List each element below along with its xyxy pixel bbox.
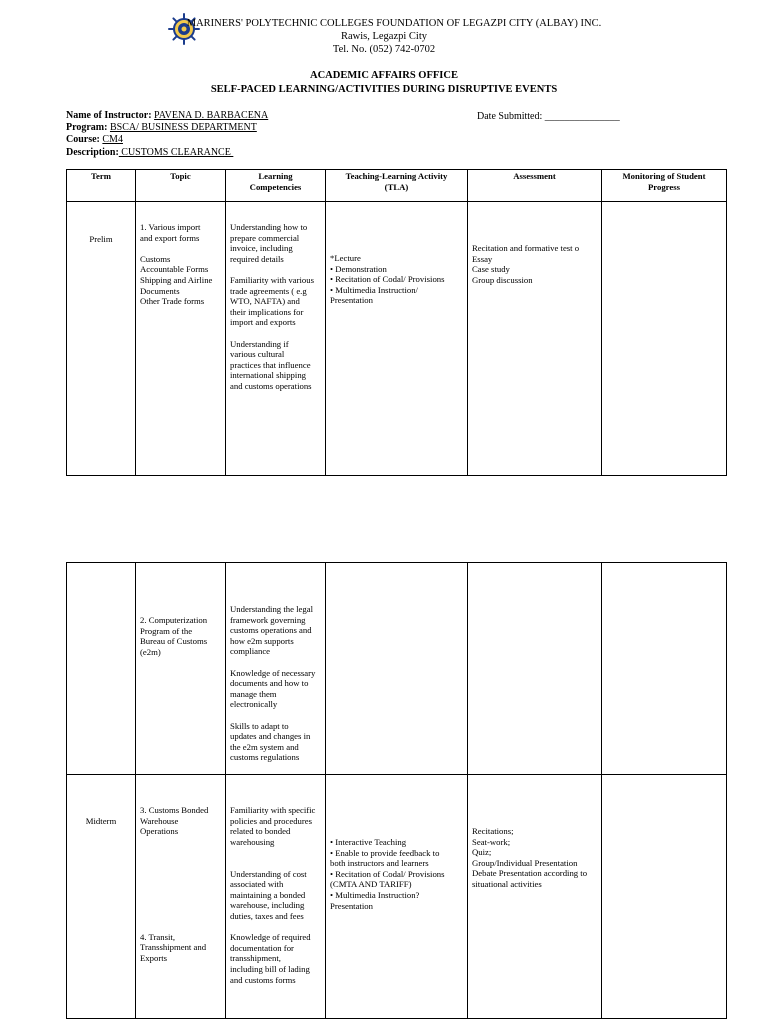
assessment-midterm: Recitations; Seat-work; Quiz; Group/Individual Presentation Debate Presentation according to situational activities: [468, 775, 602, 1019]
table-row-e2m: [67, 563, 727, 775]
header-assessment: Assessment: [468, 170, 602, 202]
term-prelim: Prelim: [67, 202, 136, 476]
header-term: Term: [67, 170, 136, 202]
document-subtitle: SELF-PACED LEARNING/ACTIVITIES DURING DISRUPTIVE EVENTS: [210, 84, 558, 95]
term-e2m: [67, 563, 136, 775]
assessment-e2m: [468, 563, 602, 775]
competencies-e2m: Understanding the legal framework governing customs operations and how e2m supports compliance Knowledge of necessary documents and how to manage them electronically Skills to adapt to updates and changes in the e2m system and customs regulations: [226, 563, 326, 775]
org-name: MARINERS' POLYTECHNIC COLLEGES FOUNDATION OF LEGAZPI CITY (ALBAY) INC.: [186, 18, 602, 29]
program-line: [66, 122, 257, 134]
header-topic: Topic: [136, 170, 226, 202]
activities-table-page1: [66, 169, 727, 476]
table-header-row: [67, 170, 727, 202]
program-value: BSCA/ BUSINESS DEPARTMENT: [109, 122, 257, 133]
office-title: ACADEMIC AFFAIRS OFFICE: [310, 70, 458, 81]
topic-e2m: 2. Computerization Program of the Bureau of Customs (e2m): [136, 563, 226, 775]
header-competencies: Learning Competencies: [226, 170, 326, 202]
assessment-prelim: Recitation and formative test o Essay Case study Group discussion: [468, 202, 602, 476]
competencies-midterm: Familiarity with specific policies and procedures related to bonded warehousing Understanding of cost associated with maintaining a bonded warehouse, including duties, taxes and fees Knowledge of required documentation for transshipment, including bill of lading and customs forms: [226, 775, 326, 1019]
description-value: CUSTOMS CLEARANCE: [118, 147, 234, 158]
description-line: [66, 147, 233, 159]
program-label: Program:: [66, 122, 108, 133]
monitoring-prelim: [602, 202, 727, 476]
topic-midterm: [136, 775, 226, 1019]
monitoring-e2m: [602, 563, 727, 775]
instructor-label: Name of Instructor:: [66, 110, 152, 121]
term-midterm: Midterm: [67, 775, 136, 1019]
activities-table-page2: [66, 562, 727, 1019]
table-row-midterm: [67, 775, 727, 1019]
monitoring-midterm: [602, 775, 727, 1019]
tla-midterm: • Interactive Teaching • Enable to provide feedback to both instructors and learners • Recitation of Codal/ Provisions (CMTA AND TARIFF) • Multimedia Instruction? Presentation: [326, 775, 468, 1019]
table-row-prelim: [67, 202, 727, 476]
topic-transit-transshipment: 4. Transit, Transshipment and Exports: [140, 931, 207, 963]
date-submitted: Date Submitted: _______________: [477, 111, 620, 122]
topic-prelim: 1. Various import and export forms Customs Accountable Forms Shipping and Airline Documents Other Trade forms: [136, 202, 226, 476]
tla-e2m: [326, 563, 468, 775]
course-value: CM4: [102, 134, 123, 145]
org-tel: Tel. No. (052) 742-0702: [332, 44, 436, 55]
instructor-name: PAVENA D. BARBACENA: [154, 110, 269, 121]
header-tla: Teaching-Learning Activity (TLA): [326, 170, 468, 202]
instructor-line: [66, 110, 268, 122]
description-label: Description:: [66, 147, 119, 158]
topic-bonded-warehouse: 3. Customs Bonded Warehouse Operations: [140, 805, 209, 837]
tla-prelim: *Lecture • Demonstration • Recitation of Codal/ Provisions • Multimedia Instruction/ Presentation: [326, 202, 468, 476]
org-address: Rawis, Legazpi City: [340, 31, 428, 42]
competencies-prelim: Understanding how to prepare commercial invoice, including required details Familiarity with various trade agreements ( e.g WTO, NAFTA) and their implications for import and exports Understanding if various cultural practices that influence international shipping and customs operations: [226, 202, 326, 476]
header-monitoring: Monitoring of Student Progress: [602, 170, 727, 202]
course-line: [66, 134, 123, 146]
course-label: Course:: [66, 134, 100, 145]
